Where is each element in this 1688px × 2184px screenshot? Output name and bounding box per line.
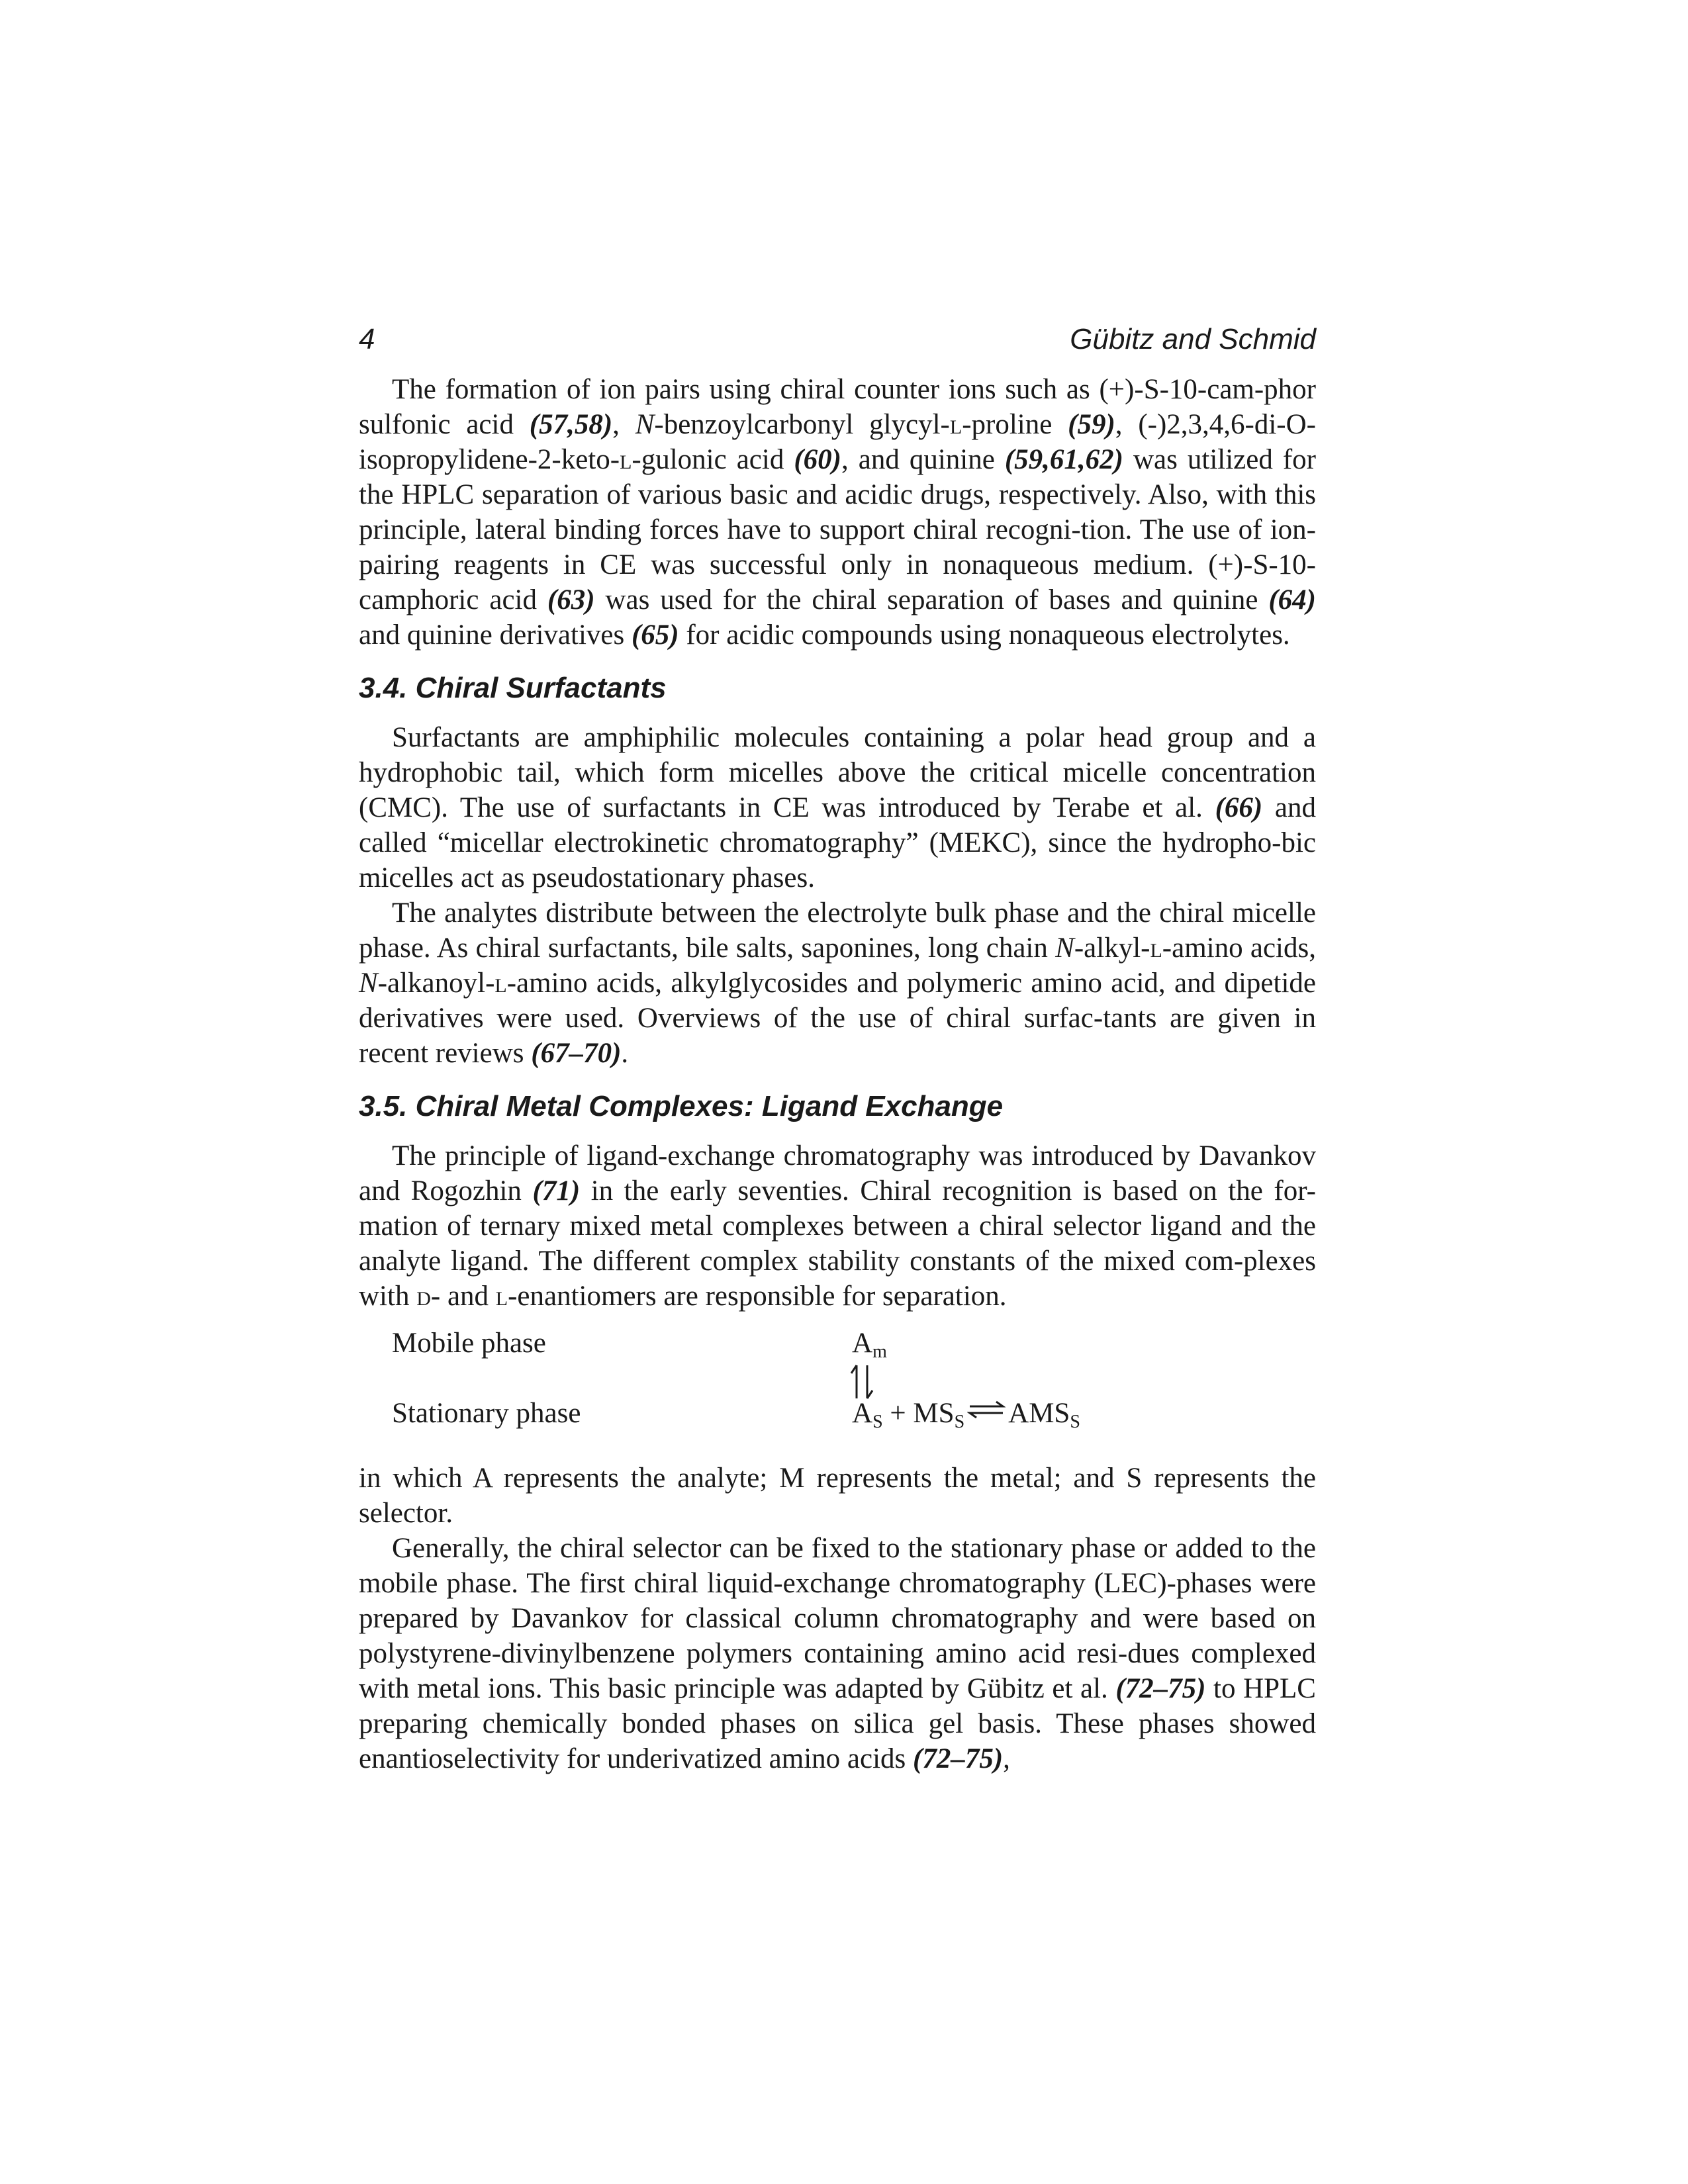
text-run: . [621, 1038, 629, 1069]
stationary-equilibrium [852, 1397, 1080, 1430]
text-run: and called “micellar electrokinetic chromatography” (MEKC), since the hydropho-bic micelles act as pseudostationary phases. [359, 792, 1316, 893]
text-run: , [612, 409, 635, 440]
citation: (64) [1268, 584, 1316, 615]
subscript: S [1070, 1412, 1080, 1432]
italic-run: N [1055, 933, 1074, 964]
subscript: m [872, 1342, 887, 1362]
text-run: , (-)2,3,4,6-di-O-isopropylidene-2-keto- [359, 409, 1316, 475]
text-run: and quinine derivatives [359, 619, 632, 651]
text-run: - and [430, 1281, 496, 1312]
text-run: -alkanoyl- [377, 968, 495, 999]
citation: (59,61,62) [1004, 444, 1123, 475]
text-run: , and quinine [841, 444, 1005, 475]
body-text [359, 372, 1316, 1776]
citation: (63) [547, 584, 595, 615]
citation: (59) [1068, 409, 1115, 440]
text-run: -benzoylcarbonyl glycyl- [654, 409, 950, 440]
text-run: -enantiomers are responsible for separation. [508, 1281, 1007, 1312]
text-run: The principle of ligand-exchange chromatography was introduced by Davankov and Rogozhin [359, 1140, 1316, 1206]
running-head-authors: Gübitz and Schmid [1070, 323, 1316, 355]
section-heading-chiral-metal-complexes: 3.5. Chiral Metal Complexes: Ligand Exchange [359, 1090, 1004, 1122]
text-run: -amino acids, alkylglycosides and polymeric amino acid, and dipetide derivatives were used. Overviews of the use of chiral surfac-tants are given in recent reviews [359, 968, 1316, 1069]
plus-sign: + [882, 1398, 914, 1429]
paragraph-ion-pairs [359, 372, 1316, 653]
citation: (67–70) [531, 1038, 622, 1069]
subscript: S [872, 1412, 883, 1432]
citation: (71) [532, 1175, 581, 1206]
page-number: 4 [359, 323, 375, 355]
text-run: -proline [962, 409, 1068, 440]
paragraph-scheme-legend: in which A represents the analyte; M represents the metal; and S represents the selector. [359, 1463, 1316, 1529]
small-caps-run: l [620, 444, 632, 475]
small-caps-run: l [495, 1281, 508, 1312]
small-caps-run: l [949, 409, 962, 440]
paragraph-surfactants [359, 720, 1316, 895]
paragraph-chiral-selector [359, 1531, 1316, 1776]
text-run: The formation of ion pairs using chiral counter ions such as (+)-S-10-cam-phor sulfonic acid [359, 374, 1316, 440]
citation: (57,58) [529, 409, 613, 440]
paragraph-ligand-exchange [359, 1138, 1316, 1314]
symbol: A [852, 1398, 873, 1429]
equilibrium-scheme [359, 1323, 1316, 1449]
small-caps-run: l [494, 968, 507, 999]
small-caps-run: l [1150, 933, 1162, 964]
analyte-mobile [852, 1327, 887, 1362]
citation: (72–75) [913, 1743, 1004, 1774]
italic-run: N [359, 968, 378, 999]
symbol: MS [913, 1398, 955, 1429]
small-caps-run: d [416, 1281, 431, 1312]
text-run: was utilized for the HPLC separation of various basic and acidic drugs, respectively. Also, with this principle, lateral binding forces have to support chiral recogni-tion. The use of ion-pairing reagents in CE was successful only in nonaqueous medium. (+)-S-10-camphoric acid [359, 444, 1316, 615]
running-head [359, 316, 1316, 363]
text-run: The analytes distribute between the electrolyte bulk phase and the chiral micelle phase. As chiral surfactants, bile salts, saponines, long chain [359, 897, 1316, 964]
citation: (72–75) [1115, 1673, 1206, 1704]
vertical-equilibrium-arrows-icon [847, 1363, 880, 1401]
text-run: -amino acids, [1162, 933, 1316, 964]
document-page [359, 316, 1316, 1776]
symbol: AMS [1008, 1398, 1070, 1429]
paragraph-analytes-distribute [359, 895, 1316, 1071]
text-run: -alkyl- [1074, 933, 1150, 964]
section-heading-chiral-surfactants: 3.4. Chiral Surfactants [359, 672, 667, 704]
text-run: to HPLC preparing chemically bonded phases on silica gel basis. These phases showed enantioselectivity for underivatized amino acids [359, 1673, 1316, 1774]
text-run: -gulonic acid [632, 444, 794, 475]
text-run: was used for the chiral separation of bases and quinine [594, 584, 1269, 615]
text-run: in the early seventies. Chiral recognition is based on the for-mation of ternary mixed metal complexes between a chiral selector ligand and the analyte ligand. The different complex stability constants of the mixed com-plexes with [359, 1175, 1316, 1312]
subscript: S [954, 1412, 965, 1432]
equilibrium-arrow-icon [967, 1400, 1006, 1420]
text-run: , [1003, 1743, 1010, 1774]
citation: (66) [1215, 792, 1263, 823]
text-run: Generally, the chiral selector can be fixed to the stationary phase or added to the mobile phase. The first chiral liquid-exchange chromatography (LEC)-phases were prepared by Davankov for classical column chromatography and were based on polystyrene-divinylbenzene polymers containing amino acid resi-dues complexed with metal ions. This basic principle was adapted by Gübitz et al. [359, 1533, 1316, 1704]
citation: (65) [631, 619, 679, 651]
citation: (60) [794, 444, 841, 475]
symbol: A [852, 1328, 873, 1359]
text-run: for acidic compounds using nonaqueous electrolytes. [679, 619, 1290, 651]
stationary-phase-label: Stationary phase [392, 1398, 581, 1429]
text-run: Surfactants are amphiphilic molecules containing a polar head group and a hydrophobic tail, which form micelles above the critical micelle concentration (CMC). The use of surfactants in CE was introduced by Terabe et al. [359, 722, 1316, 823]
italic-run: N [635, 409, 655, 440]
mobile-phase-label: Mobile phase [392, 1328, 546, 1359]
